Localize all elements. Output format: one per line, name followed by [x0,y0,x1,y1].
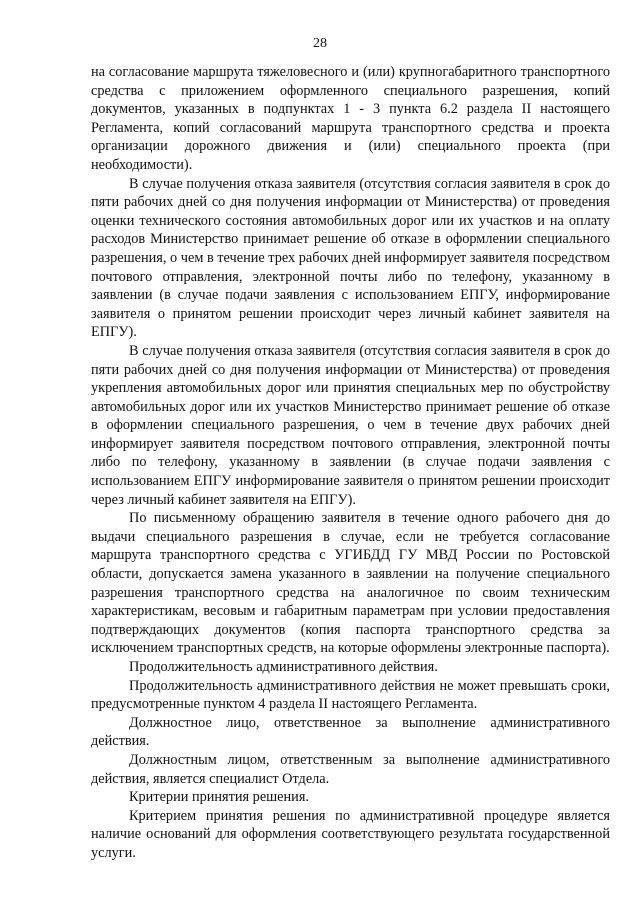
paragraph-duration-text: Продолжительность административного действия не может превышать сроки, предусмотренные пунктом 4 раздела II настоящего Регламента. [91,677,610,713]
page-number: 28 [313,36,327,51]
paragraph-refusal-reinforcement: В случае получения отказа заявителя (отсутствия согласия заявителя в срок до пяти рабочих дней со дня получения информации от Министерства) от проведения укрепления автомобильных дорог или принятия специальных мер по обустройству автомобильных дорог или их участков Министерство принимает решение об отказе в оформлении специального разрешения, о чем в течение двух рабочих дней информирует заявителя посредством почтового отправления, электронной почты либо по телефону, указанному в заявлении (в случае подачи заявления с использованием ЕПГУ информирование заявителя о принятом решении происходит через личный кабинет заявителя на ЕПГУ). [91,342,610,508]
paragraph-criteria-text: Критерием принятия решения по административной процедуре является наличие оснований для оформления соответствующего результата государственной услуги. [91,807,610,861]
paragraph-vehicle-replacement: По письменному обращению заявителя в течение одного рабочего дня до выдачи специального разрешения в случае, если не требуется согласование маршрута транспортного средства с УГИБДД ГУ МВД России по Ростовской области, допускается замена указанного в заявлении на получение специального разрешения транспортного средства на аналогичное по своим техническим характеристикам, весовым и габаритным параметрам при условии предоставления подтверждающих документов (копия паспорта транспортного средства за исключением транспортных средств, на которые оформлены электронные паспорта). [91,510,610,657]
paragraph-duration-heading: Продолжительность административного действия. [129,659,438,675]
paragraph-official-text: Должностным лицом, ответственным за выполнение административного действия, является специалист Отдела. [91,751,610,787]
paragraph-criteria-heading: Критерии принятия решения. [129,789,309,806]
paragraph-refusal-assessment: В случае получения отказа заявителя (отсутствия согласия заявителя в срок до пяти рабочих дней со дня получения информации от Министерства) от проведения оценки технического состояния автомобильных дорог или их участков и на оплату расходов Министерство принимает решение об отказе в оформлении специального разрешения, о чем в течение трех рабочих дней информирует заявителя посредством почтового отправления, электронной почты либо по телефону, указанному в заявлении (в случае подачи заявления с использованием ЕПГУ, информирование заявителя о принятом решении происходит через личный кабинет заявителя на ЕПГУ). [91,175,610,341]
paragraph-continuation: на согласование маршрута тяжеловесного и (или) крупногабаритного транспортного средства с приложением оформленного специального разрешения, копий документов, указанных в подпунктах 1 - 3 пункта 6.2 раздела II настоящего Регламента, копий согласований маршрута транспортного средства и проекта организации дорожного движения и (или) специального проекта (при необходимости). [91,64,610,173]
paragraph-official-heading: Должностное лицо, ответственное за выполнение административного действия. [91,714,610,750]
document-body [91,63,610,863]
